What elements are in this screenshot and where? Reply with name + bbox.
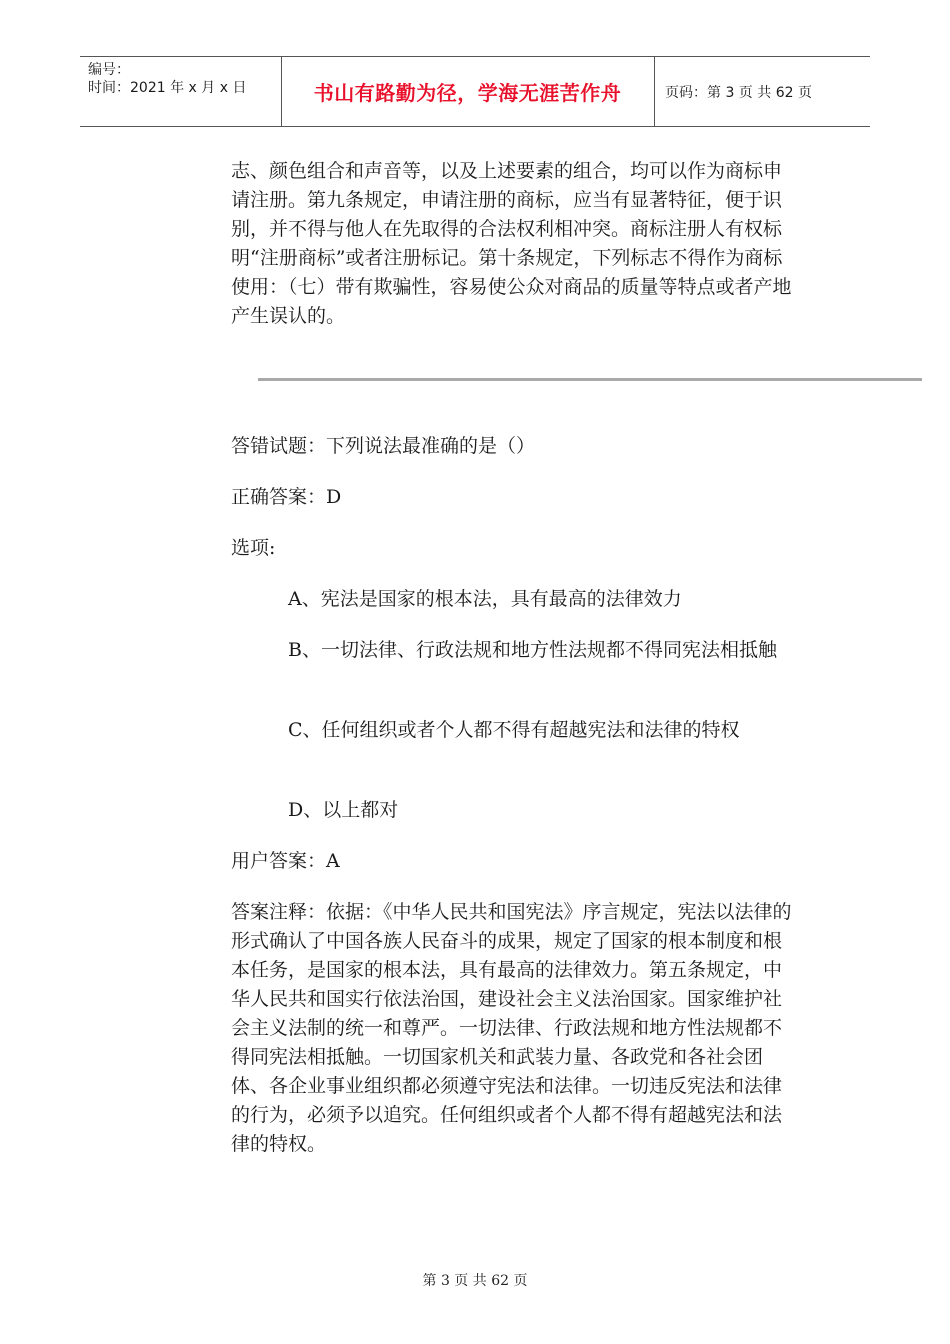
question-text: 答错试题：下列说法最准确的是（） bbox=[231, 435, 536, 457]
option-d: D、以上都对 bbox=[288, 799, 399, 821]
option-b: B、一切法律、行政法规和地方性法规都不得同宪法相抵触 bbox=[288, 639, 777, 661]
answer-explanation: 答案注释：依据：《中华人民共和国宪法》序言规定，宪法以法律的形式确认了中国各族人民奋斗的成果，规定了国家的根本制度和根本任务，是国家的根本法，具有最高的法律效力。第五条规定，中华人民共和国实行依法治国，建设社会主义法治国家。国家维护社会主义法制的统一和尊严。一切法律、行政法规和地方性法规都不得同宪法相抵触。一切国家机关和武装力量、各政党和各社会团体、各企业事业组织都必须遵守宪法和法律。一切违反宪法和法律的行为，必须予以追究。任何组织或者个人都不得有超越宪法和法律的特权。 bbox=[231, 901, 792, 1155]
header-motto: 书山有路勤为径，学海无涯苦作舟 bbox=[313, 81, 622, 105]
paragraph-trademark: 志、颜色组合和声音等，以及上述要素的组合，均可以作为商标申请注册。第九条规定，申请注册的商标，应当有显著特征，便于识别，并不得与他人在先取得的合法权利相冲突。商标注册人有权标明“注册商标”或者注册标记。第十条规定，下列标志不得作为商标使用：（七）带有欺骗性，容易使公众对商品的质量等特点或者产地产生误认的。 bbox=[231, 160, 792, 327]
option-a: A、宪法是国家的根本法，具有最高的法律效力 bbox=[288, 588, 682, 610]
options-label: 选项: bbox=[231, 537, 276, 559]
time-label: 时间：2021 年 x 月 x 日 bbox=[88, 80, 247, 96]
header-page-cell bbox=[655, 57, 870, 126]
number-label: 编号： bbox=[88, 62, 130, 78]
header-page-info: 页码：第 3 页 共 62 页 bbox=[665, 84, 812, 101]
correct-answer: 正确答案：D bbox=[231, 486, 342, 508]
header-meta bbox=[80, 57, 282, 126]
divider bbox=[258, 378, 922, 381]
page-footer: 第 3 页 共 62 页 bbox=[422, 1273, 528, 1289]
option-c: C、任何组织或者个人都不得有超越宪法和法律的特权 bbox=[288, 719, 740, 741]
header-motto-cell bbox=[281, 57, 655, 126]
page-header bbox=[80, 56, 870, 127]
user-answer: 用户答案：A bbox=[231, 850, 340, 872]
